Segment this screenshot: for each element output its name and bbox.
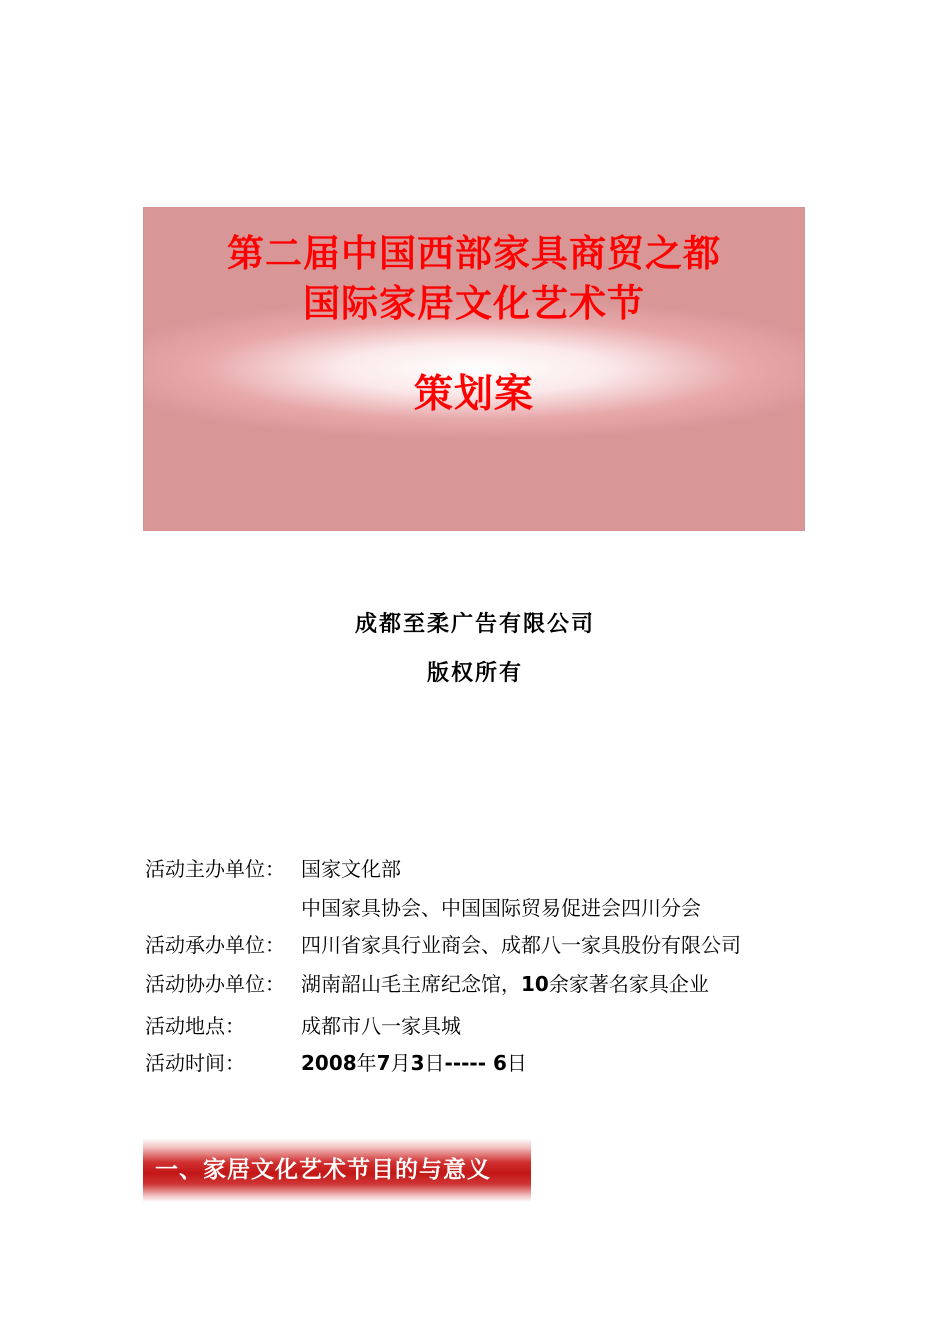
co-organizer-value-b: 余家著名家具企业 (548, 972, 709, 996)
time-label: 活动时间： (145, 1051, 245, 1075)
company-name: 成都至柔广告有限公司 (354, 611, 595, 637)
time-end-unit: 日 (506, 1051, 527, 1075)
section-heading-banner (143, 1138, 531, 1202)
time-year-unit: 年 (356, 1051, 377, 1075)
venue-value: 成都市八一家具城 (301, 1014, 461, 1038)
venue-label: 活动地点： (145, 1014, 245, 1038)
organizer-label: 活动主办单位： (145, 857, 285, 881)
time-year: 2008 (301, 1051, 357, 1075)
copyright-notice: 版权所有 (426, 660, 523, 686)
organizer-value-1: 国家文化部 (301, 857, 401, 881)
time-month: 7 (376, 1051, 391, 1075)
document-title-line-2: 国际家居文化艺术节 (303, 282, 645, 325)
undertaker-value: 四川省家具行业商会、成都八一家具股份有限公司 (301, 933, 741, 957)
document-subtitle: 策划案 (413, 372, 534, 417)
organizer-value-2: 中国家具协会、中国国际贸易促进会四川分会 (301, 896, 701, 920)
co-organizer-value-a: 湖南韶山毛主席纪念馆， (301, 972, 521, 996)
time-day-unit: 日 (424, 1051, 445, 1075)
co-organizer-label: 活动协办单位： (145, 972, 285, 996)
section-heading: 一、家居文化艺术节目的与意义 (155, 1156, 491, 1183)
co-organizer-value (301, 970, 709, 998)
time-month-unit: 月 (390, 1051, 411, 1075)
title-box (143, 207, 805, 531)
co-organizer-count: 10 (521, 972, 549, 996)
undertaker-label: 活动承办单位： (145, 933, 285, 957)
time-day: 3 (410, 1051, 425, 1075)
time-range-end: ----- 6 (444, 1051, 507, 1075)
time-value (301, 1049, 527, 1077)
document-title-line-1: 第二届中国西部家具商贸之都 (227, 232, 721, 275)
